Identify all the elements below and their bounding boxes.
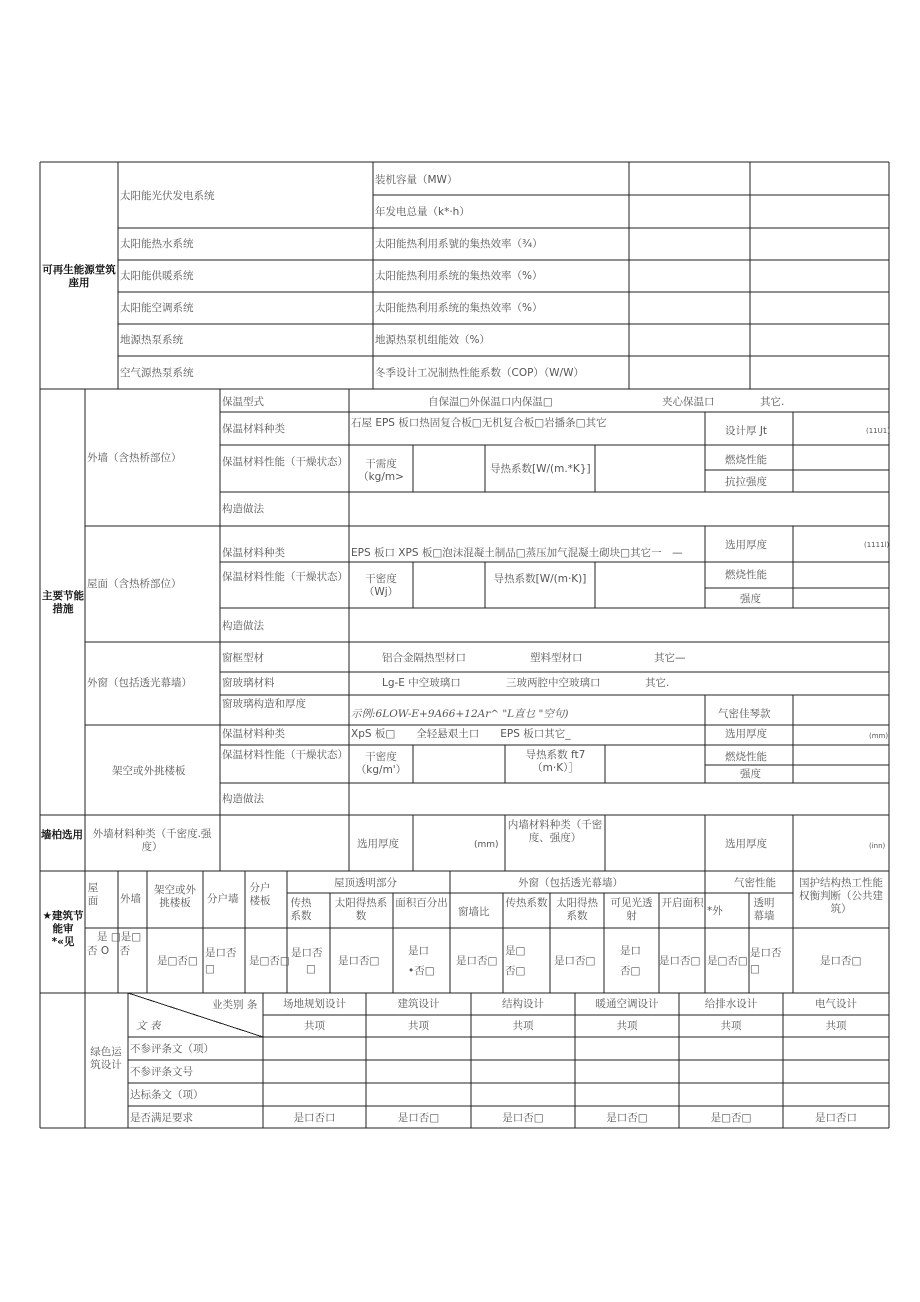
overhang-perf-label: 保温材料性能（干燥状态） <box>222 749 348 761</box>
solar-ac-eff-label: 太阳能热利用系统的集热效率（%） <box>375 302 543 314</box>
wall-type-sandwich: 夹心保温口 <box>662 396 715 408</box>
wall-type-label: 保温型式 <box>222 396 264 408</box>
audit-roof-area-choice-b[interactable]: •否□ <box>408 965 435 977</box>
window-glass-construction-label: 窗玻璃构造和厚度 <box>222 698 306 710</box>
overhang-strength-label: 强度 <box>740 768 761 780</box>
audit-partition-choice[interactable]: 是口否 <box>205 947 237 959</box>
audit-roof-transparent-label: 屋顶透明部分 <box>334 877 397 889</box>
overhang-material-options: XpS 板□ 全轻悬艰土口 EPS 板口其它_ <box>351 728 571 740</box>
inner-wall-material-label: 内墙材料种类（千密度、强度） <box>507 819 603 844</box>
green-answer-hvac[interactable]: 是口否□ <box>606 1112 648 1124</box>
wall-burn-label: 燃烧性能 <box>725 454 767 466</box>
wall-perf-label: 保温材料性能（干燥状态） <box>222 456 348 468</box>
audit-window-label: 外窗（包括透光幕墙） <box>518 877 623 889</box>
audit-floor-label: 分户楼板 <box>249 882 271 907</box>
window-frame-opt-plastic: 塑料型材口 <box>530 652 583 664</box>
green-col-hvac: 暖通空调设计 <box>595 998 659 1010</box>
audit-outer-label: *外 <box>707 905 723 917</box>
wall-tensile-label: 抗拉强度 <box>725 476 767 488</box>
green-total-architecture: 共项 <box>408 1020 429 1032</box>
roof-burn-label: 燃烧性能 <box>725 569 767 581</box>
roof-conductivity-label: 导热系数[W/(m·K)] <box>493 573 587 585</box>
outer-wall-thickness-label: 选用厚度 <box>357 838 399 850</box>
green-corner-top: 业类别 条 <box>212 999 258 1011</box>
roof-label: 屋面（含热桥部位） <box>87 578 182 590</box>
wall-type-options: 自保温□外保温口内保温□ <box>428 396 553 408</box>
audit-curtain-choice-b[interactable]: □ <box>750 963 760 975</box>
roof-strength-label: 强度 <box>740 593 761 605</box>
audit-wall-label: 外墙 <box>120 893 141 905</box>
green-row-not-rated-count: 不参评条文（项） <box>130 1043 214 1055</box>
window-frame-opt-aluminium: 铝合金隔热型材口 <box>382 652 466 664</box>
solar-water-eff-label: 太阳能热利用系號的集热效率（¾） <box>375 238 543 250</box>
roof-construction-label: 构造做法 <box>222 620 264 632</box>
audit-window-solar-choice[interactable]: 是口否□ <box>554 955 596 967</box>
overhang-conductivity-label: 导热系数 ft7（m·K）］ <box>525 749 586 774</box>
window-frame-label: 窗框型材 <box>222 652 264 664</box>
wall-thickness-label: 设计厚 Jt <box>725 425 768 437</box>
green-answer-site[interactable]: 是口否口 <box>293 1112 336 1124</box>
wall-material-label: 保温材料种类 <box>222 423 285 435</box>
green-total-electrical: 共项 <box>825 1020 847 1032</box>
window-glass-opt-lowe: Lg-E 中空玻璃口 <box>382 677 461 689</box>
audit-window-heat-choice[interactable]: 是□ <box>505 945 526 957</box>
audit-window-heat-coef: 传热系数 <box>505 897 548 909</box>
air-source-label: 空气源热泵系统 <box>120 367 194 379</box>
ground-source-label: 地源热泵系统 <box>120 334 183 346</box>
green-total-site: 共项 <box>304 1020 325 1032</box>
green-building-header: 绿色运筑设计 <box>90 1046 122 1071</box>
green-col-electrical: 电气设计 <box>815 998 857 1010</box>
air-source-cop-label: 冬季设计工况制热性能系数（COP）（W/W） <box>375 367 584 379</box>
window-label: 外窗（包括透光幕墙） <box>87 677 192 689</box>
audit-wwr-choice[interactable]: 是口否□ <box>456 955 498 967</box>
audit-overhang-choice[interactable]: 是□否□ <box>157 955 198 967</box>
audit-envelope-label: 国护结构热工性能权衡判断（公共建筑） <box>799 877 883 915</box>
green-answer-structure[interactable]: 是口否□ <box>502 1112 544 1124</box>
inner-wall-thickness-label: 选用厚度 <box>725 838 767 850</box>
wall-label: 外墙（含热桥部位） <box>87 452 182 464</box>
audit-roof-label: 屋面 <box>87 882 99 907</box>
window-frame-other: 其它— <box>654 652 686 664</box>
green-answer-plumbing[interactable]: 是□否□ <box>710 1112 752 1124</box>
audit-roof-heat-coef: 传热系数 <box>290 897 312 922</box>
pv-system-label: 太阳能光伏发电系统 <box>120 190 215 202</box>
ground-source-eff-label: 地源热泵机组能效（%） <box>375 334 490 346</box>
audit-airtight-label: 气密性能 <box>734 877 776 889</box>
audit-roof-solar-coef: 太阳得热系数 <box>334 897 388 922</box>
green-col-structure: 结构设计 <box>502 998 544 1010</box>
green-answer-electrical[interactable]: 是口否口 <box>815 1112 857 1124</box>
green-col-architecture: 建筑设计 <box>397 998 440 1010</box>
overhang-label: 架空或外挑楼板 <box>112 765 186 777</box>
wall-thickness-unit: (11U1) <box>866 427 890 435</box>
roof-material-label: 保温材料种类 <box>222 547 285 559</box>
solar-ac-label: 太阳能空调系统 <box>120 302 194 314</box>
green-total-structure: 共项 <box>512 1020 534 1032</box>
audit-visible-choice-b[interactable]: 否□ <box>620 965 641 977</box>
green-corner-bottom: 文 表 <box>136 1020 161 1032</box>
pv-annual-label: 年发电总量（k*·h） <box>375 206 470 218</box>
green-row-meets-requirements: 是否满足要求 <box>130 1112 193 1124</box>
window-glass-other: 其它. <box>645 677 670 689</box>
renewable-header: 可再生能源堂筑座用 <box>42 264 116 289</box>
green-total-hvac: 共项 <box>616 1020 638 1032</box>
overhang-thickness-unit: (mm) <box>869 732 889 740</box>
audit-roof-solar-choice[interactable]: 是口否□ <box>338 955 380 967</box>
window-glass-opt-triple: 三玻两腔中空玻璃口 <box>506 677 601 689</box>
audit-visible-transmittance: 可见光透射 <box>610 897 653 922</box>
overhang-burn-label: 燃烧性能 <box>725 751 767 763</box>
audit-overhang-label: 架空或外挑楼板 <box>154 884 196 909</box>
audit-visible-choice[interactable]: 是口 <box>620 945 641 957</box>
audit-outer-choice[interactable]: 是□否□ <box>707 955 748 967</box>
pv-capacity-label: 装机容量（MW） <box>375 174 458 186</box>
green-col-site: 场地规划设计 <box>283 998 346 1010</box>
main-measures-header: 主要节能措施 <box>42 590 84 615</box>
window-airtight-label: 气密佳琴款 <box>718 708 771 720</box>
audit-roof-wall-choice[interactable]: 是 □是□ <box>97 931 142 943</box>
roof-thickness-unit: (1111l) <box>864 541 890 549</box>
audit-roof-heat-choice-b[interactable]: □ <box>306 963 316 975</box>
outer-wall-material-label: 外墙材料种类（千密度.强度） <box>92 828 212 853</box>
wall-dry-density-label: 干需度（kg/m> <box>358 458 404 483</box>
wall-conductivity-label: 导热系数[W/(m.*K}] <box>490 463 591 475</box>
green-answer-architecture[interactable]: 是口否□ <box>397 1112 440 1124</box>
green-col-plumbing: 给排水设计 <box>704 998 758 1010</box>
overhang-thickness-label: 选用厚度 <box>725 728 767 740</box>
audit-roof-wall-choice-no[interactable]: 否 O 否 <box>87 945 131 957</box>
audit-partition-label: 分户墙 <box>207 893 239 905</box>
green-row-not-rated-number: 不参评条文号 <box>130 1066 193 1078</box>
audit-curtain-label: 透明幕墙 <box>753 897 775 922</box>
audit-window-heat-choice-b[interactable]: 否□ <box>505 965 526 977</box>
roof-thickness-label: 选用厚度 <box>725 539 767 551</box>
audit-roof-area-choice[interactable]: 是口 <box>408 945 429 957</box>
audit-roof-heat-choice[interactable]: 是口否 <box>291 947 323 959</box>
audit-open-area: 开启面积 <box>661 897 704 909</box>
green-total-plumbing: 共项 <box>720 1020 742 1032</box>
overhang-material-label: 保温材料种类 <box>222 728 285 740</box>
roof-perf-label: 保温材料性能（干燥状态） <box>222 571 348 583</box>
solar-water-label: 太阳能热水系统 <box>120 238 194 250</box>
audit-floor-choice[interactable]: 是□否□ <box>249 955 290 967</box>
audit-roof-area-pct: 面积百分出 <box>395 897 448 909</box>
green-row-compliant-count: 达标条文（项） <box>130 1089 204 1101</box>
audit-wwr-label: 窗墙比 <box>458 906 490 918</box>
audit-header: ★建筑节能审*«见 <box>42 910 84 948</box>
audit-envelope-choice[interactable]: 是口否□ <box>820 955 862 967</box>
wall-type-other: 其它. <box>760 396 785 408</box>
roof-dry-density-label: 干密度（Wj） <box>363 573 399 598</box>
wall-construction-label: 构造做法 <box>222 503 264 515</box>
roof-material-options: EPS 板口 XPS 板□泡沫混凝土制品□蒸压加气混凝土砌块□其它一 — <box>351 547 683 559</box>
audit-curtain-choice[interactable]: 是口否 <box>750 947 782 959</box>
window-glass-label: 窗玻璃材料 <box>222 677 275 689</box>
wall-selection-header: 墙柏选用 <box>41 829 83 841</box>
audit-window-solar-coef: 太阳得热系数 <box>556 897 598 922</box>
solar-heat-label: 太阳能供暖系统 <box>120 270 194 282</box>
inner-wall-thickness-unit: (inn) <box>869 842 886 850</box>
audit-open-area-choice[interactable]: 是口否□ <box>659 955 701 967</box>
solar-heat-eff-label: 太阳能热利用系统的集热效率（%） <box>375 270 543 282</box>
window-glass-example: 示例:6LOW-E+9A66+12Ar^ "L直乜 "空句) <box>351 708 569 720</box>
outer-wall-thickness-unit: (mm) <box>474 840 499 850</box>
overhang-construction-label: 构造做法 <box>222 793 264 805</box>
overhang-dry-density-label: 干密度（kg/m'） <box>355 751 407 776</box>
wall-material-options: 石屋 EPS 板口热固复合板□无机复合板□岩播条□其它 <box>351 417 607 429</box>
audit-partition-choice-b[interactable]: □ <box>205 963 215 975</box>
